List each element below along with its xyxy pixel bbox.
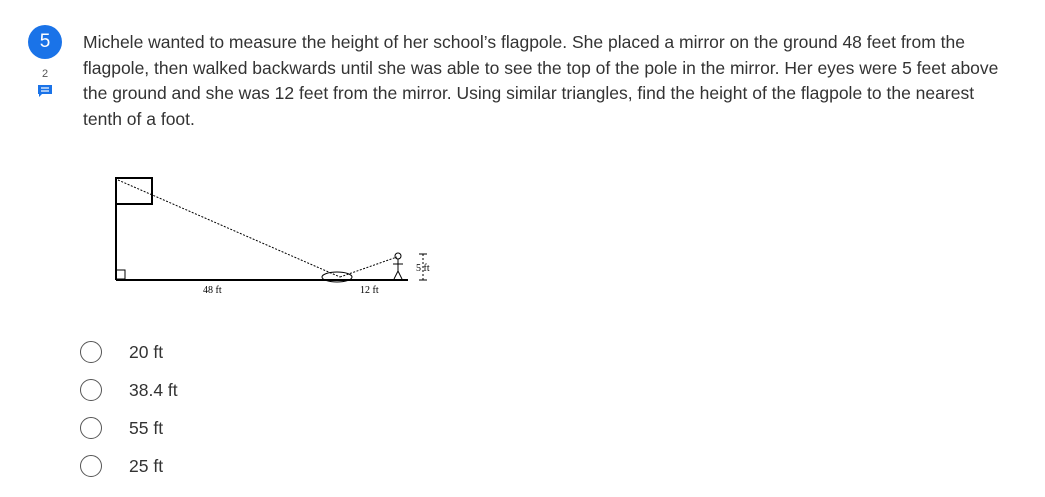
person-figure [393,253,403,279]
choice-2[interactable] [80,376,380,404]
radio-button[interactable] [80,417,102,439]
choice-3[interactable] [80,414,380,442]
comment-count: 2 [41,68,49,80]
choice-label: 25 ft [129,455,164,476]
radio-button[interactable] [80,455,102,477]
choice-4[interactable] [80,452,380,480]
question-number-badge: 5 [28,25,62,59]
choice-label: 38.4 ft [129,379,178,400]
flagpole-diagram [108,170,448,300]
radio-button[interactable] [80,379,102,401]
sight-line-pole [118,180,340,277]
label-12-ft: 12 ft [360,285,379,296]
choice-label: 55 ft [129,417,164,438]
right-angle-mark [116,270,125,279]
choice-label: 20 ft [129,341,164,362]
radio-button[interactable] [80,341,102,363]
comment-icon[interactable] [37,84,53,98]
question-text: Michele wanted to measure the height of her school’s flagpole. She placed a mirror on the ground 48 feet from the flagpole, then walked backwards until she was able to see the top of the pole in the mirror. Her eyes were 5 feet above the ground and she was 12 feet from the mirror. Using similar triangles, find the height of the flagpole to the nearest tenth of a foot. [83,32,999,129]
label-48-ft: 48 ft [203,285,222,296]
choice-1[interactable] [80,338,380,366]
label-5-ft: 5 ft [416,263,430,274]
